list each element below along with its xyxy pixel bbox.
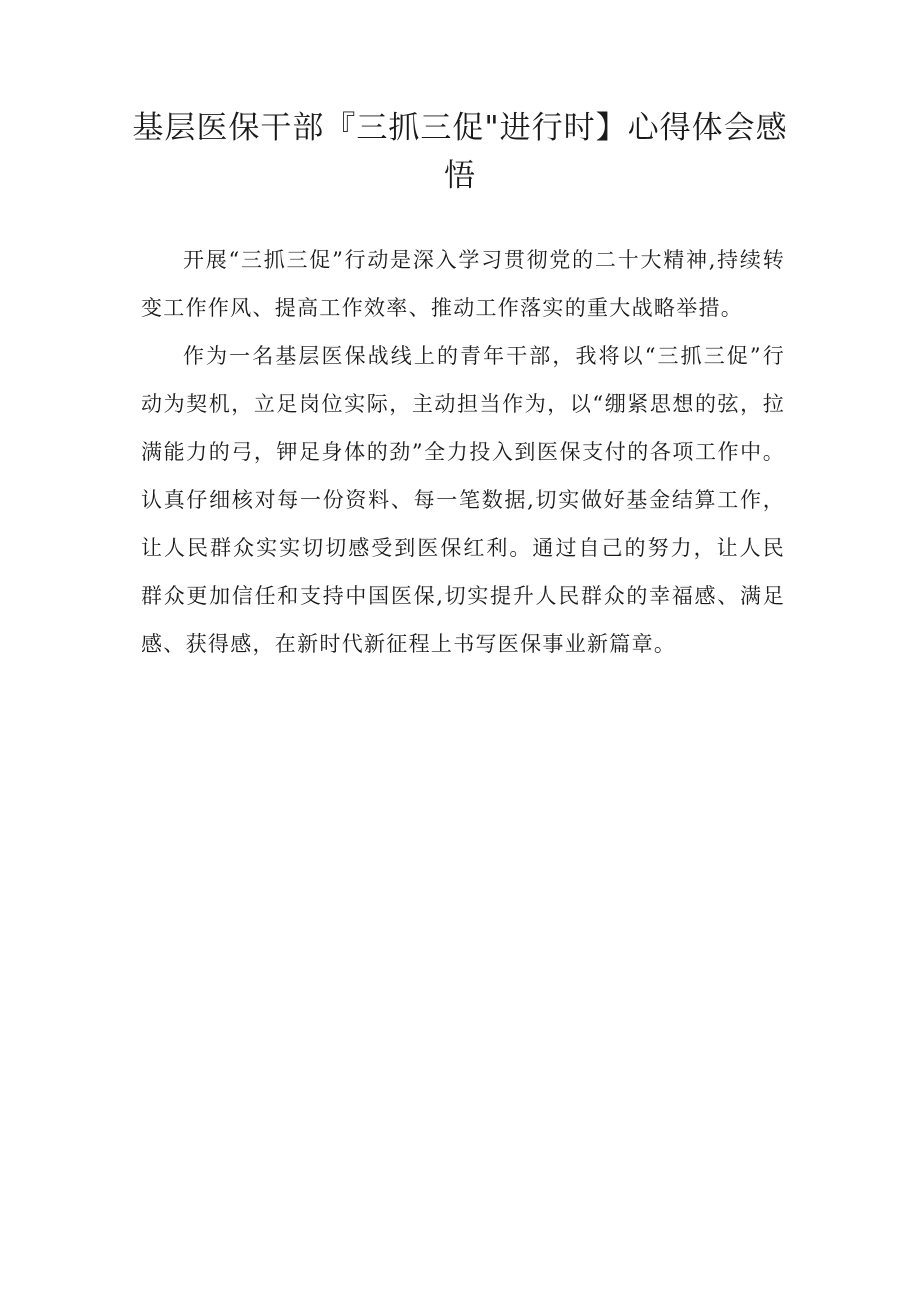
- paragraph-2: 作为一名基层医保战线上的青年干部，我将以“三抓三促”行动为契机，立足岗位实际，主动担当作为，以“绷紧思想的弦，拉满能力的弓，钾足身体的劲”全力投入到医保支付的各项工作中。认真仔细核对每一份资料、每一笔数据,切实做好基金结算工作，让人民群众实实切切感受到医保红利。通过自己的努力，让人民群众更加信任和支持中国医保,切实提升人民群众的幸福感、满足感、获得感，在新时代新征程上书写医保事业新篇章。: [141, 344, 785, 656]
- document-title: 基层医保干部『三抓三促"进行时】心得体会感悟: [132, 110, 788, 194]
- document-body: [141, 236, 785, 668]
- paragraph-1: 开展“三抓三促”行动是深入学习贯彻党的二十大精神,持续转变工作作风、提高工作效率、推动工作落实的重大战略举措。: [141, 248, 785, 320]
